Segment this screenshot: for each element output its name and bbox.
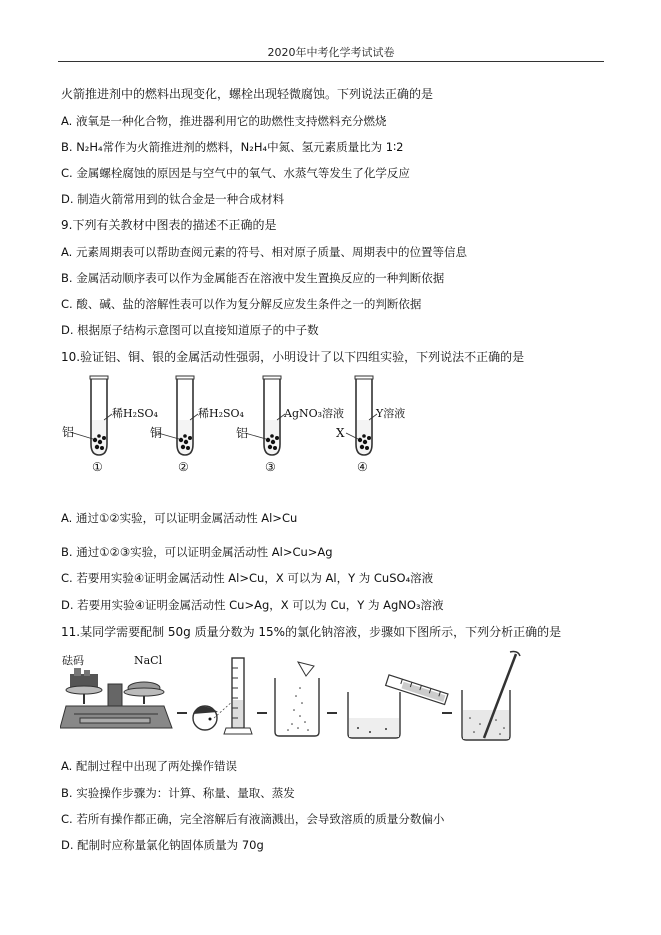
tube-3-metal-label: 铝: [236, 426, 249, 440]
q10-option-b: B. 通过①②③实验，可以证明金属活动性 Al>Cu>Ag: [61, 545, 333, 559]
q9-option-d: D. 根据原子结构示意图可以直接知道原子的中子数: [61, 323, 319, 337]
test-tube-3: [236, 376, 344, 474]
tube-3-solution-label: AgNO₃溶液: [284, 407, 345, 420]
tube-2-solution-label: 稀H₂SO₄: [198, 407, 244, 420]
q9-option-c: C. 酸、碱、盐的溶解性表可以作为复分解反应发生条件之一的判断依据: [61, 297, 422, 311]
tube-4-solution-label: Y溶液: [376, 407, 406, 420]
tube-4-metal-label: X: [336, 426, 345, 440]
q10-option-c: C. 若要用实验④证明金属活动性 Al>Cu，X 可以为 Al，Y 为 CuSO₄溶液: [61, 571, 434, 585]
q11-stem: 11.某同学需要配制 50g 质量分数为 15%的氯化钠溶液，步骤如下图所示，下列分析正确的是: [61, 625, 562, 639]
q11-procedure-figure: [60, 648, 530, 748]
test-tube-2: [150, 376, 245, 474]
header-rule: [58, 61, 604, 62]
q11-option-c: C. 若所有操作都正确，完全溶解后有液滴溅出，会导致溶质的质量分数偏小: [61, 812, 445, 826]
balance-scale: [60, 653, 172, 728]
q11-option-d: D. 配制时应称量氯化钠固体质量为 70g: [61, 838, 264, 852]
q10-option-a: A. 通过①②实验，可以证明金属活动性 Al>Cu: [61, 511, 298, 525]
q9-option-a: A. 元素周期表可以帮助查阅元素的符号、相对原子质量、周期表中的位置等信息: [61, 245, 467, 259]
tube-1-number: ①: [92, 460, 103, 474]
q8-option-a: A. 液氧是一种化合物，推进器利用它的助燃性支持燃料充分燃烧: [61, 114, 387, 128]
q11-option-a: A. 配制过程中出现了两处操作错误: [61, 759, 237, 773]
page-header: 2020年中考化学考试试卷: [267, 46, 395, 59]
q11-option-b: B. 实验操作步骤为：计算、称量、量取、蒸发: [61, 786, 295, 800]
tube-2-metal-label: 铜: [150, 426, 163, 440]
pouring-solid-beaker: [275, 662, 319, 736]
tube-2-number: ②: [178, 460, 189, 474]
q8-option-d: D. 制造火箭常用到的钛合金是一种合成材料: [61, 192, 285, 206]
nacl-label: NaCl: [134, 654, 163, 667]
tube-1-metal-label: 铝: [62, 425, 75, 439]
q10-stem: 10.验证铝、铜、银的金属活动性强弱，小明设计了以下四组实验，下列说法不正确的是: [61, 350, 525, 364]
test-tube-4: [336, 376, 405, 474]
tube-1-solution-label: 稀H₂SO₄: [112, 407, 158, 420]
q8-option-c: C. 金属螺栓腐蚀的原因是与空气中的氧气、水蒸气等发生了化学反应: [61, 166, 410, 180]
pouring-water-beaker: [348, 675, 448, 738]
q10-test-tubes-figure: [60, 372, 480, 476]
tube-4-number: ④: [357, 460, 368, 474]
q8-stem: 火箭推进剂中的燃料出现变化，螺栓出现轻微腐蚀。下列说法正确的是: [61, 87, 434, 101]
reading-cylinder-scene: [193, 658, 252, 734]
tube-3-number: ③: [265, 460, 276, 474]
q10-option-d: D. 若要用实验④证明金属活动性 Cu>Ag，X 可以为 Cu，Y 为 AgNO₃溶液: [61, 598, 444, 612]
q9-option-b: B. 金属活动顺序表可以作为金属能否在溶液中发生置换反应的一种判断依据: [61, 271, 445, 285]
q9-stem: 9.下列有关教材中图表的描述不正确的是: [61, 218, 277, 232]
test-tube-1: [62, 376, 159, 474]
stirring-beaker: [462, 652, 520, 741]
weights-label: 砝码: [62, 654, 84, 667]
q8-option-b: B. N₂H₄常作为火箭推进剂的燃料，N₂H₄中氮、氢元素质量比为 1∶2: [61, 140, 404, 154]
